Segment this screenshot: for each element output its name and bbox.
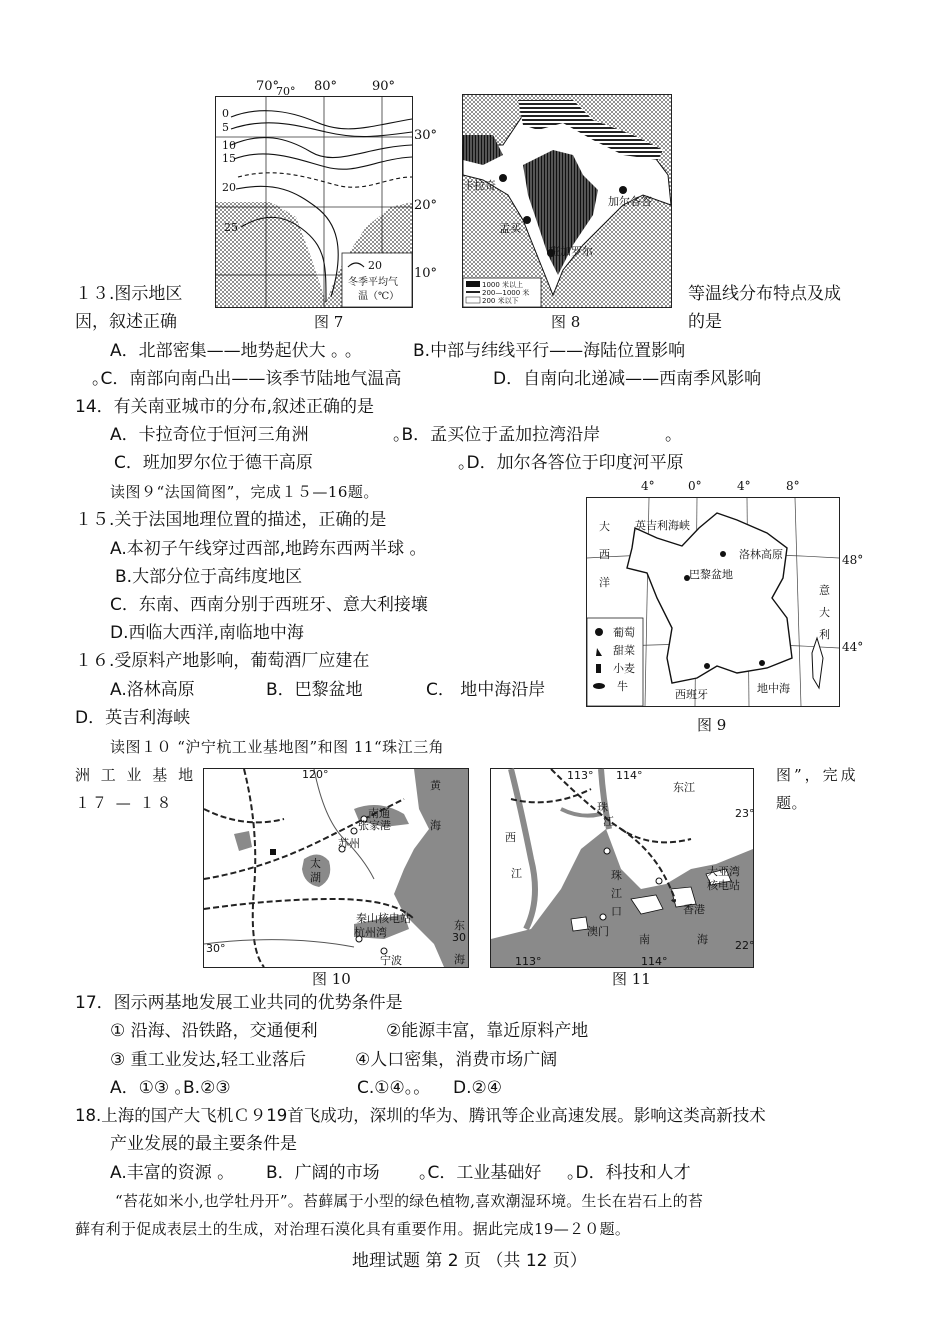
fig9-label-atlantic: 西 <box>599 548 610 561</box>
q13-option-b: B.中部与纬线平行——海陆位置影响 <box>413 341 686 361</box>
fig10-label-yellow-sea: 海 <box>430 819 441 832</box>
q14-option-c: C．班加罗尔位于德干高原 <box>114 453 313 473</box>
fig9-label-italy: 利 <box>819 628 830 641</box>
q13-option-c: ｡C．南部向南凸出——该季节陆地气温高 <box>92 369 402 389</box>
fig9-label-atlantic: 大 <box>599 520 610 533</box>
fig11-lon-label: 113° <box>567 769 594 782</box>
fig8-legend-item: 200 米以下 <box>482 297 519 305</box>
q13-stem: 因，叙述正确 <box>75 312 177 332</box>
fig9-label-atlantic: 洋 <box>599 576 610 589</box>
fig9-label-spain: 西班牙 <box>675 688 708 701</box>
fig11-label-estuary: 口 <box>611 905 622 918</box>
svg-text:10: 10 <box>222 139 236 152</box>
svg-text:5: 5 <box>222 121 229 134</box>
q16-option-a: A.洛林高原 <box>110 680 195 700</box>
fig10-lat-label: 30 <box>452 931 466 944</box>
fig9-label-paris-basin: 巴黎盆地 <box>689 568 733 581</box>
fig9-lon-label: 8° <box>786 479 800 493</box>
fig9-legend-item: 小麦 <box>613 662 635 675</box>
q17-statement-2: ②能源丰富，靠近原料产地 <box>386 1021 589 1041</box>
fig9-label-channel: 英吉利海峡 <box>635 519 690 532</box>
fig7-legend-value: 20 <box>368 259 382 272</box>
passage-text: “苔花如米小,也学牡丹开”。苔藓属于小型的绿色植物,喜欢潮湿环境。生长在岩石上的苔 <box>115 1192 704 1210</box>
q16-option-b: B．巴黎盆地 <box>266 680 363 700</box>
q13-stem: 等温线分布特点及成 <box>688 284 841 304</box>
fig9-legend-item: 葡萄 <box>613 626 635 639</box>
fig8-city-bangalore: 班加罗尔 <box>549 245 593 258</box>
fig11-lat-label: 22° <box>735 939 755 952</box>
q17-statement-3: ③ 重工业发达,轻工业落后 <box>110 1050 307 1070</box>
fig11-label-south-sea: 海 <box>697 933 708 946</box>
read-fig10-instruction: 题。 <box>776 794 808 812</box>
q18-option-d: ｡D．科技和人才 <box>567 1163 691 1183</box>
q15-option-b: B.大部分位于高纬度地区 <box>115 567 303 587</box>
fig9-legend-item: 甜菜 <box>613 644 635 657</box>
figure-11-map <box>490 768 754 968</box>
fig8-city-kolkata: 加尔各答 <box>608 195 652 208</box>
fig7-lon-label: 70° <box>256 79 280 94</box>
fig7-legend-text: 温（℃） <box>358 291 400 302</box>
fig11-label-pearl-river: 珠 <box>597 801 608 814</box>
q15-option-c: C．东南、西南分别于西班牙、意大利接壤 <box>110 595 428 615</box>
fig7-lon-label: 90° <box>372 79 396 94</box>
q17-option-ab: A．①③ ｡B.②③ <box>110 1078 231 1098</box>
page-footer: 地理试题 第 2 页 （共 12 页） <box>352 1251 587 1271</box>
q13-option-a: A．北部密集——地势起伏大 ｡ ｡ <box>110 341 354 361</box>
fig11-lon-label: 114° <box>641 955 668 968</box>
fig10-label-zhangjiagang: 张家港 <box>358 819 391 832</box>
q17-option-d: D.②④ <box>453 1078 502 1098</box>
fig9-lat-label: 48° <box>842 553 864 567</box>
fig10-label-taihu: 太 <box>310 857 321 870</box>
fig11-label-hongkong: 香港 <box>683 903 705 916</box>
fig10-label-east-sea: 东 <box>454 919 465 932</box>
q13-stem: １３.图示地区 <box>75 284 183 304</box>
passage-text: 藓有利于促成表层土的生成，对治理石漠化具有重要作用。据此完成19—２０题。 <box>75 1220 631 1238</box>
figure-10-map <box>203 768 469 968</box>
fig10-label-ningbo: 宁波 <box>380 954 402 967</box>
q14-stem: 14．有关南亚城市的分布,叙述正确的是 <box>75 397 375 417</box>
fig9-label-mediterranean: 地中海 <box>757 682 790 695</box>
read-fig10-instruction: 读图１０ “沪宁杭工业基地图”和图 11“珠江三角 <box>110 738 445 756</box>
q14-option-b: ｡B．孟买位于孟加拉湾沿岸 <box>393 425 601 445</box>
fig11-label-xijiang: 西 <box>505 831 516 844</box>
fig11-label-daya-bay: 核电站 <box>707 879 740 892</box>
fig10-label-east-sea: 海 <box>454 953 465 966</box>
q18-stem: 18.上海的国产大飞机Ｃ９19首飞成功，深圳的华为、腾讯等企业高速发展。影响这类高新技术 <box>75 1106 766 1125</box>
fig7-lat-label: 30° <box>414 128 438 143</box>
fig10-label-suzhou: 苏州 <box>338 837 360 850</box>
fig11-label-south-sea: 南 <box>639 933 650 946</box>
q16-option-d: D．英吉利海峡 <box>75 708 191 728</box>
fig8-city-mumbai: 孟买 <box>499 222 521 235</box>
svg-text:20: 20 <box>222 181 236 194</box>
read-fig9-instruction: 读图９“法国简图”，完成１５—16题。 <box>110 483 379 501</box>
q18-option-a: A.丰富的资源 ｡ <box>110 1163 226 1183</box>
figure-9-map <box>586 497 840 707</box>
q17-statement-4: ④人口密集，消费市场广阔 <box>355 1050 558 1070</box>
q13-stem: 的是 <box>688 312 722 332</box>
q18-option-c: ｡C．工业基础好 <box>419 1163 542 1183</box>
q14-option-b-tail: ｡ <box>665 425 674 445</box>
fig10-label-taihu: 湖 <box>310 871 321 884</box>
fig8-legend-item: 200—1000 米 <box>482 289 530 297</box>
fig10-label-qinshan: 秦山核电站 <box>356 912 411 925</box>
fig9-label-italy: 意 <box>819 584 830 597</box>
q18-option-b: B．广阔的市场 <box>266 1163 380 1183</box>
q16-stem: １６.受原料产地影响，葡萄酒厂应建在 <box>75 651 370 671</box>
q17-stem: 17．图示两基地发展工业共同的优势条件是 <box>75 993 403 1013</box>
read-fig10-instruction: 洲 工 业 基 地 <box>75 766 197 784</box>
q17-statement-1: ① 沿海、沿铁路，交通便利 <box>110 1021 318 1041</box>
fig11-label-pearl-river: 江 <box>603 815 614 828</box>
fig10-lon-label: 120° <box>302 768 329 781</box>
read-fig10-instruction: １７ — １８ <box>75 794 174 812</box>
fig7-legend-text: 冬季平均气 <box>348 277 398 288</box>
figure-8-map <box>462 94 672 308</box>
fig8-caption: 图 8 <box>551 313 581 331</box>
fig10-lat-label: 30° <box>206 942 226 955</box>
q17-option-c: C.①④｡｡ <box>357 1078 422 1098</box>
fig11-label-daya-bay: 大亚湾 <box>707 865 740 878</box>
fig7-lat-label: 10° <box>414 266 438 281</box>
fig9-label-lorraine: 洛林高原 <box>739 548 783 561</box>
fig10-caption: 图 10 <box>312 970 351 988</box>
fig11-label-macau: 澳门 <box>587 925 609 938</box>
fig9-lon-label: 0° <box>688 479 702 493</box>
fig11-caption: 图 11 <box>612 970 651 988</box>
q15-stem: １５.关于法国地理位置的描述，正确的是 <box>75 510 387 530</box>
fig9-lat-label: 44° <box>842 640 864 654</box>
q16-option-c: C． 地中海沿岸 <box>426 680 546 700</box>
fig11-lon-label: 113° <box>515 955 542 968</box>
q13-option-d: D．自南向北递减——西南季风影响 <box>493 369 762 389</box>
fig11-label-estuary: 江 <box>611 887 622 900</box>
fig9-label-italy: 大 <box>819 606 830 619</box>
read-fig10-instruction: 图”，完成 <box>776 766 859 784</box>
fig7-lon-label: 80° <box>314 79 338 94</box>
q14-option-a: A．卡拉奇位于恒河三角洲 <box>110 425 309 445</box>
svg-text:0: 0 <box>222 107 229 120</box>
fig9-caption: 图 9 <box>697 716 727 734</box>
svg-text:70°: 70° <box>276 85 296 98</box>
q15-option-d: D.西临大西洋,南临地中海 <box>110 623 304 643</box>
svg-text:25: 25 <box>224 221 238 234</box>
fig8-city-karachi: 卡拉奇 <box>463 179 496 192</box>
fig11-lon-label: 114° <box>616 769 643 782</box>
fig11-lat-label: 23° <box>735 807 755 820</box>
fig11-label-xijiang: 江 <box>511 867 522 880</box>
fig10-label-nantong: 南通 <box>368 807 390 820</box>
q15-option-a: A.本初子午线穿过西部,地跨东西两半球 ｡ <box>110 539 419 559</box>
fig9-legend-item: 牛 <box>617 680 628 693</box>
q18-stem: 产业发展的最主要条件是 <box>110 1134 297 1154</box>
fig11-label-estuary: 珠 <box>611 869 622 882</box>
fig8-legend-item: 1000 米以上 <box>482 281 524 289</box>
svg-text:15: 15 <box>222 152 236 165</box>
fig10-label-yellow-sea: 黄 <box>430 779 441 792</box>
fig7-lat-label: 20° <box>414 198 438 213</box>
fig9-lon-label: 4° <box>641 479 655 493</box>
fig7-caption: 图 7 <box>314 313 344 331</box>
fig11-label-dongjiang: 东江 <box>673 781 695 794</box>
q14-option-d: ｡D．加尔各答位于印度河平原 <box>458 453 684 473</box>
fig10-label-hangzhou-bay: 杭州湾 <box>354 926 387 939</box>
fig9-lon-label: 4° <box>737 479 751 493</box>
